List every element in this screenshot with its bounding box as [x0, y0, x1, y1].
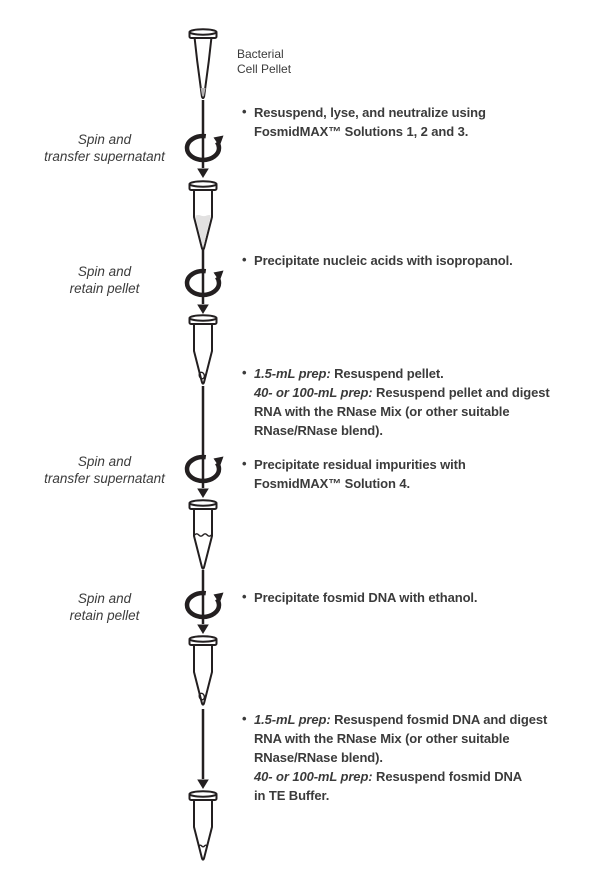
microtube-bacterial-cell-pellet-icon	[181, 27, 225, 103]
bullet-icon: •	[242, 365, 247, 380]
step-4: • Precipitate residual impurities with FosmidMAX™ Solution 4.	[242, 456, 466, 491]
step-5: • Precipitate fosmid DNA with ethanol.	[242, 589, 478, 605]
spin-label-1: Spin and transfer supernatant	[44, 132, 165, 164]
step-6: • 1.5-mL prep: Resuspend fosmid DNA and digest RNA with the RNase Mix (or other suitable RNase/RNase blend). 40- or 100-mL prep: Resuspend fosmid DNA in TE Buffer.	[242, 711, 548, 803]
spin-label-3: Spin and transfer supernatant	[44, 454, 165, 486]
spin-label-2: Spin and retain pellet	[69, 264, 140, 296]
step-3: • 1.5-mL prep: Resuspend pellet. 40- or 100-mL prep: Resuspend pellet and digest RNA with the RNase Mix (or other suitable RNase/RNase blend).	[242, 365, 550, 438]
down-arrowhead-icon	[197, 489, 209, 499]
spin-icon-3	[187, 457, 224, 482]
microtube-solution-icon	[181, 498, 225, 574]
spin-icon-4	[187, 593, 224, 618]
spin-label-4: Spin and retain pellet	[69, 591, 140, 623]
microtube-nucleic-acid-pellet-icon	[181, 313, 225, 389]
down-arrowhead-icon	[197, 169, 209, 179]
step-1: • Resuspend, lyse, and neutralize using FosmidMAX™ Solutions 1, 2 and 3.	[242, 104, 486, 139]
step-2: • Precipitate nucleic acids with isopropanol.	[242, 252, 513, 268]
bullet-icon: •	[242, 711, 247, 726]
spin-icon-1	[187, 136, 224, 161]
down-arrowhead-icon	[197, 625, 209, 635]
bullet-icon: •	[242, 104, 247, 119]
bullet-icon: •	[242, 589, 247, 604]
flow-arrow-5	[171, 709, 235, 789]
spin-icon-2	[187, 271, 224, 296]
bullet-icon: •	[242, 252, 247, 267]
bacterial-cell-pellet-label: Bacterial Cell Pellet	[237, 47, 292, 76]
bullet-icon: •	[242, 456, 247, 471]
microtube-lysate-supernatant-icon	[181, 179, 225, 255]
microtube-dna-pellet-icon	[181, 634, 225, 710]
microtube-final-dna-icon	[181, 789, 225, 865]
down-arrowhead-icon	[197, 780, 209, 790]
